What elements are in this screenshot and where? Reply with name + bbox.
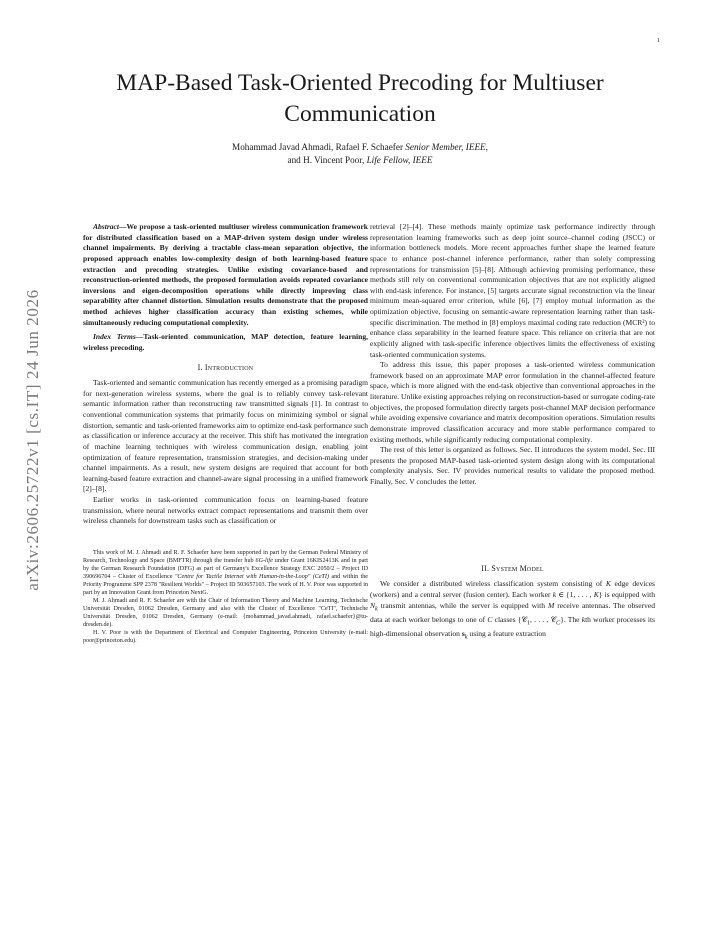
intro-paragraph-1: Task-oriented and semantic communication has recently emerged as a promising paradigm for next-generation wireless systems, where the goal is to reliably convey task-relevant semantic information rather than reconstructing raw transmitted signals [1]. In contrast to conventional communication systems that primarily focus on minimizing symbol or signal distortion, semantic and task-oriented frameworks aim to optimize end-task performance such as classification or inference accuracy at the receiver. This shift has motivated the integration of machine learning techniques with wireless communication design, enabling joint optimization of feature representation, transmission strategies, and decision-making under channel impairments. As a result, new system designs are required that account for both learning-based feature extraction and channel-aware signal processing in a unified framework [2]–[8]. [83,378,368,494]
left-column [83,222,368,645]
footnote-text: and within the Priority Programme SPP 2378 "Resilient Worlds" – Project ID 503657103. The work of H. V. Poor was supported in part by an Innovation Grant from Princeton NextG. [83,574,369,597]
math-symbol: k [552,589,557,599]
text-run: classes { [492,614,522,624]
math-symbol: N [370,600,376,610]
related-work-paragraph: retrieval [2]–[4]. These methods mainly optimize task performance indirectly through representation learning frameworks such as deep joint source–channel coding (JSCC) or information bottleneck models. More recent approaches further shape the learned feature space to enhance post-channel inference performance, rather than solely compressing representations for transmission [5]–[8]. Although achieving promising performance, these methods still rely on conventional communication objectives that are not explicitly aligned with end-task inference. For instance, [5] targets accurate signal reconstruction via the linear minimum mean-squared error criterion, while [6], [7] employ mutual information as the optimization objective, focusing on semantic-aware representation learning rather than task-specific discrimination. The method in [8] employs maximal coding rate reduction (MCR²) to enhance class separability in the learned feature space. This reliance on criteria that are not explicitly aligned with task-specific inference objectives limits the effectiveness of existing task-oriented communication systems. [370,222,655,359]
system-model-paragraph [370,579,655,643]
math-symbol: k [581,614,586,624]
index-terms-lead: Index Terms [93,332,136,342]
page-number: 1 [657,38,660,44]
math-symbol: s [461,628,465,638]
paper-title: MAP-Based Task-Oriented Precoding for Multiuser Communication [116,70,604,127]
right-column [370,222,655,643]
organization-paragraph: The rest of this letter is organized as follows. Sec. II introduces the system model. Sec. III presents the proposed MAP-based task-oriented system design along with its computational complexity analysis. Sec. IV provides numerical results to validate the proposed method. Finally, Sec. V concludes the letter. [370,445,655,486]
math-symbol: 𝒞 [521,614,527,624]
text-run: , . . . , [530,614,551,624]
author-block [90,141,630,168]
author-line-1 [90,141,630,154]
author-role: Senior Member, IEEE [405,142,486,152]
text-run: ∈ {1, . . . , [556,589,594,599]
footnote-text: under Grant 16KIS2413K and in part by the German Research Foundation (DFG) as part of Germany's Excellence Strategy EXC 2050/2 – Project ID 390696704 – Cluster of Excellence [83,557,369,581]
math-symbol: K [605,579,611,589]
math-symbol: K [593,589,599,599]
footnote-emph: 6G-life [255,557,273,564]
author-role: Life Fellow, IEEE [366,155,433,166]
footnote-emph: "Centre for Tactile Internet with Human-in-the-Loop" (CeTI) [174,574,329,581]
contribution-paragraph: To address this issue, this paper proposes a task-oriented wireless communication framework based on an approximate MAP error formulation in the channel-affected feature space, which is more aligned with the end-task objective than conventional approaches in the literature. Unlike existing approaches relying on reconstruction-based or surrogate coding-rate objectives, the proposed formulation directly targets post-channel MAP decision performance while avoiding expensive covariance and matrix decomposition operations. Simulation results demonstrate improved classification accuracy and more stable performance compared to existing methods, while significantly reducing computational complexity. [370,360,656,444]
abstract [83,222,368,328]
text-run: } is equipped with [598,589,656,599]
math-symbol: M [547,600,555,610]
math-subscript: C [556,619,561,627]
text-run: using a feature extraction [467,628,546,638]
text-run: }. The [560,614,582,624]
math-subscript: 1 [526,619,531,627]
text-run: transmit antennas, while the server is equipped with [377,600,548,610]
arxiv-identifier: arXiv:2606.25722v1 [cs.IT] 24 Jun 2026 [23,289,42,591]
text-run: edge devices (workers) and a central server (fusion center). Each worker [370,579,655,599]
abstract-text: —We propose a task-oriented multiuser wireless communication framework for distributed classification based on a MAP-driven system design under wireless channel impairments. By deriving a tractable class-mean separation objective, the proposed approach enables low-complexity design of both learning-based feature extraction and precoding strategies. Unlike existing covariance-based and reconstruction-oriented methods, the proposed formulation avoids repeated covariance inversions and eigen-decomposition operations while directly improving class separability after channel distortion. Simulation results demonstrate that the proposed method achieves higher classification accuracy than existing schemes, while simultaneously reducing computational complexity. [83,222,368,327]
footnote-affiliation-1: M. J. Ahmadi and R. F. Schaefer are with the Chair of Information Theory and Machine Learning, Technische Universität Dresden, 01062 Dresden, Germany and also with the Cluster of Excellence "CeTI", Technische Universität Dresden, 01062 Dresden, Germany (e-mail: {mohammad_javad.ahmadi, rafael.schaefer}@tu-dresden.de). [83,598,368,629]
footnote-affiliation-2: H. V. Poor is with the Department of Electrical and Computer Engineering, Princeton University (e-mail: poor@princeton.edu). [83,630,368,645]
footnote-text: This work of M. J. Ahmadi and R. F. Schaefer have been supported in part by the German Federal Ministry of Research, Technology and Space (BMFTR) through the transfer hub [83,549,368,564]
footnote-funding [83,549,368,597]
abstract-lead: Abstract [93,222,119,231]
author-line-2 [90,154,630,167]
section-heading-introduction: I. Introduction [197,362,254,372]
math-symbol: 𝒞 [550,614,556,624]
index-terms-text: —Task-oriented communication, MAP detection, feature learning, wireless precoding. [83,332,368,352]
section-heading-system-model: II. System Model [481,563,544,573]
author-names: and H. Vincent Poor, [287,155,367,166]
index-terms [83,332,368,353]
author-sep: , [485,142,488,152]
text-run: th worker processes its high-dimensional observation [370,614,655,638]
author-names: Mohammad Javad Ahmadi, Rafael F. Schaefer [232,142,406,152]
math-subscript: k [464,633,468,641]
math-subscript: k [375,605,378,612]
text-run: receive antennas. The observed data at each worker belongs to one of [370,600,655,624]
footnotes [83,549,368,646]
math-symbol: C [487,614,493,624]
text-run: We consider a distributed wireless classification system consisting of [380,579,606,589]
intro-paragraph-2: Earlier works in task-oriented communication focus on learning-based feature transmission, where neural networks extract compact representations and transmit them over wireless channels for downstream tasks such as classification or [83,495,368,526]
